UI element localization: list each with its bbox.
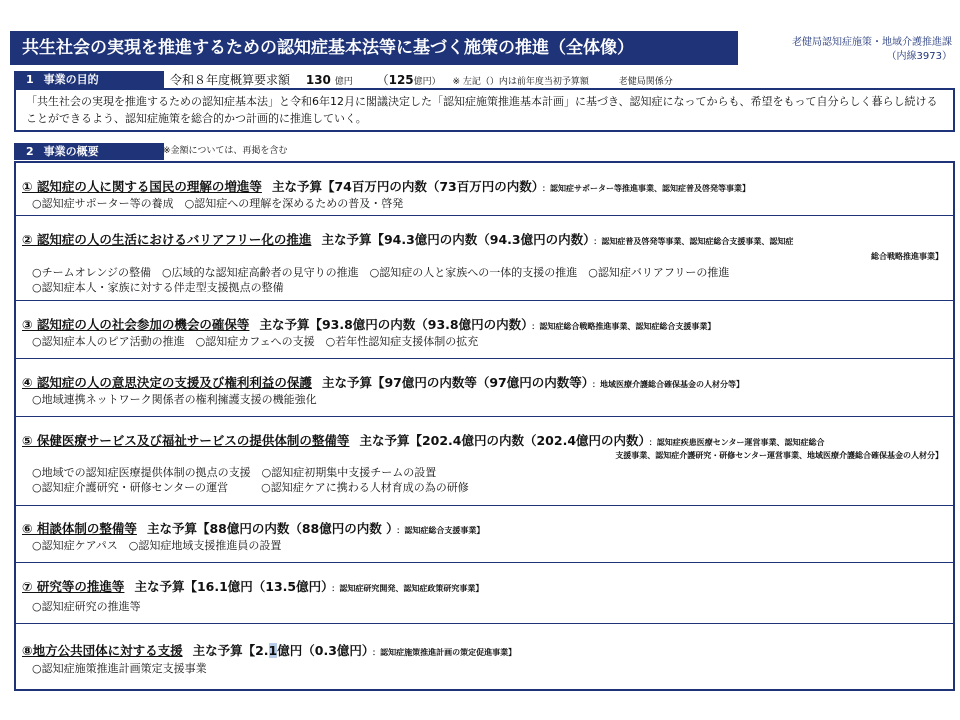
item-detail: ：認知症疾患医療センター運営事業、認知症総合 [648,438,825,447]
item-line: ○チームオレンジの整備 ○広域的な認知症高齢者の見守りの推進 ○認知症の人と家族への一体的支援の推進 ○認知症バリアフリーの推進 [32,266,730,279]
item-title [22,373,744,391]
prev-unit: 億円） [413,77,441,87]
item-budget-pre: 主な予算【2. [192,643,269,658]
text-cursor-highlight: 1 [268,643,278,658]
item-8 [16,624,953,689]
department-name: 老健局認知症施策・地域介護推進課 [792,37,952,48]
item-title [22,230,793,248]
item-budget: 主な予算【202.4億円の内数（202.4億円の内数） [359,433,645,448]
prev-open: （ [376,73,389,87]
purpose-text: 「共生社会の実現を推進するための認知症基本法」と令和6年12月に閣議決定した「認知症施策推進基本計画」に基づき、認知症になってからも、希望をもって自分らしく暮らし続けることができるよう、認知症施策を総合的かつ計画的に推進していく。 [26,95,938,125]
item-2 [16,216,953,301]
extension-number: （内線3973） [886,51,952,62]
item-budget-post: 億円（0.3億円） [277,643,369,658]
items-box [14,161,955,691]
item-budget [193,643,369,658]
item-detail-continued: 総合戦略推進事業】 [871,252,943,261]
item-budget: 主な予算【93.8億円の内数（93.8億円の内数） [259,317,528,332]
prev-amount: 125 [388,73,414,87]
section2-title: 事業の概要 [43,145,99,158]
item-6 [16,506,953,563]
item-line: ○認知症ケアパス ○認知症地域支援推進員の設置 [32,539,282,552]
item-budget: 主な予算【97億円の内数等（97億円の内数等） [321,375,588,390]
item-title [22,577,483,595]
related-division: 老健局関係分 [618,77,673,87]
item-5 [16,417,953,506]
item-detail: ：認知症研究開発、認知症政策研究事業】 [331,584,484,593]
item-heading: ⑤ 保健医療サービス及び福祉サービスの提供体制の整備等 [22,433,350,448]
item-line: ○認知症研究の推進等 [32,600,141,613]
item-3 [16,301,953,359]
page-title: 共生社会の実現を推進するための認知症基本法等に基づく施策の推進（全体像） [10,31,738,65]
item-detail: ：認知症サポーター等推進事業、認知症普及啓発等事業】 [541,184,750,193]
item-line: ○地域での認知症医療提供体制の拠点の支援 ○認知症初期集中支援チームの設置 [32,466,437,479]
item-line: ○地域連携ネットワーク関係者の権利擁護支援の機能強化 [32,393,317,406]
item-line: ○認知症サポーター等の養成 ○認知症への理解を深めるための普及・啓発 [32,197,404,210]
item-detail: ：認知症施策推進計画の策定促進事業】 [372,648,517,657]
item-budget: 主な予算【16.1億円（13.5億円） [134,579,328,594]
item-heading: ⑧地方公共団体に対する支援 [22,643,183,658]
purpose-box [14,88,955,132]
budget-label: 令和８年度概算要求額 [170,73,291,87]
item-detail: ：認知症普及啓発等事業、認知症総合支援事業、認知症 [593,237,794,246]
item-heading: ⑦ 研究等の推進等 [22,579,125,594]
item-budget: 主な予算【88億円の内数（88億円の内数 ） [146,521,393,536]
section1-title: 事業の目的 [43,73,99,86]
item-title [22,641,516,659]
item-detail-continued: 支援事業、認知症介護研究・研修センター運営事業、地域医療介護総合確保基金の人材分】 [615,451,943,460]
item-title [22,431,824,449]
section1-number: 1 [26,73,34,86]
budget-note: ※ 左記（）内は前年度当初予算額 [452,77,589,87]
item-heading: ② 認知症の人の生活におけるバリアフリー化の推進 [22,232,312,247]
budget-amount: 130 [305,73,331,87]
item-detail: ：地域医療介護総合確保基金の人材分等】 [591,380,744,389]
item-title [22,315,715,333]
section2-label [14,143,164,160]
item-budget: 主な予算【74百万円の内数（73百万円の内数） [271,179,538,194]
item-detail: ：認知症総合戦略推進事業、認知症総合支援事業】 [531,322,716,331]
item-4 [16,359,953,417]
item-line: ○認知症本人・家族に対する伴走型支援拠点の整備 [32,281,284,294]
item-heading: ③ 認知症の人の社会参加の機会の確保等 [22,317,250,332]
budget-unit: 億円 [334,77,353,87]
item-budget: 主な予算【94.3億円の内数（94.3億円の内数） [321,232,590,247]
item-title [22,519,484,537]
item-heading: ⑥ 相談体制の整備等 [22,521,137,536]
item-line: ○認知症本人のピア活動の推進 ○認知症カフェへの支援 ○若年性認知症支援体制の拡充 [32,335,479,348]
item-line: ○認知症介護研究・研修センターの運営 ○認知症ケアに携わる人材育成の為の研修 [32,481,469,494]
department-info [792,36,952,64]
section2-number: 2 [26,145,34,158]
budget-summary [170,71,673,88]
section1-label [14,71,164,88]
amount-note: ※金額については、再掲を含む [163,146,288,156]
item-heading: ④ 認知症の人の意思決定の支援及び権利利益の保護 [22,375,312,390]
item-7 [16,563,953,624]
item-1 [16,163,953,216]
item-detail: ：認知症総合支援事業】 [396,526,485,535]
item-line: ○認知症施策推進計画策定支援事業 [32,662,207,675]
item-title [22,177,750,195]
item-heading: ① 認知症の人に関する国民の理解の増進等 [22,179,262,194]
